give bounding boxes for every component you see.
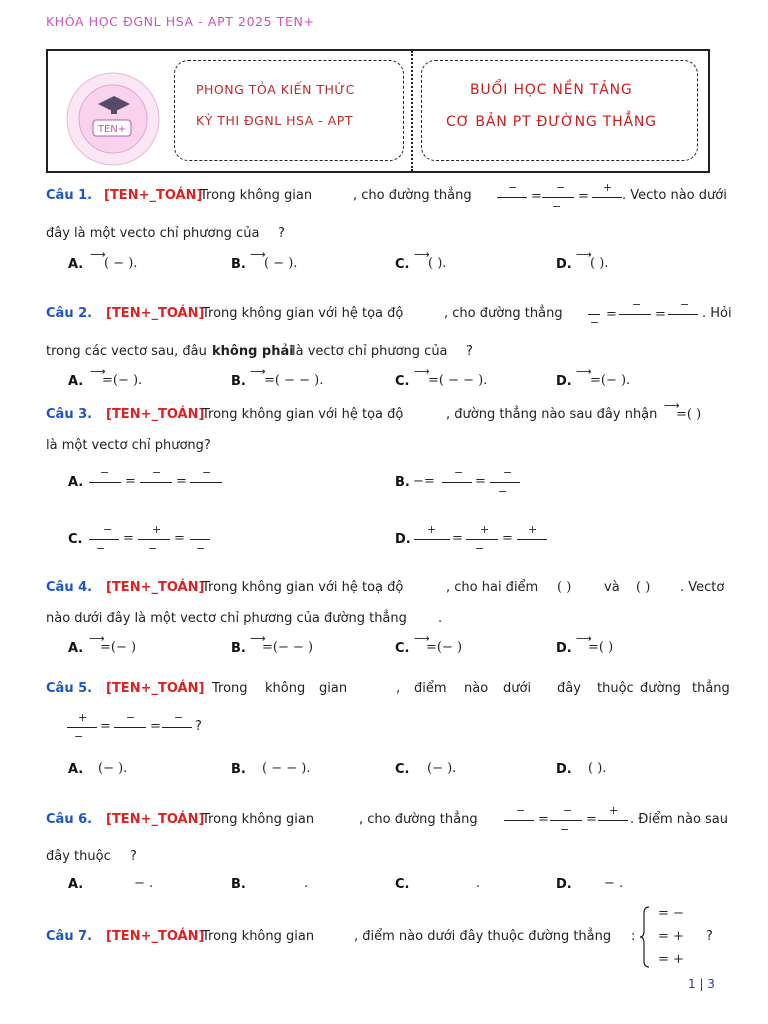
frac-num: − (516, 804, 526, 817)
question-label: Câu 5. (46, 681, 93, 696)
question-mark: ? (706, 929, 713, 944)
vector-arrow-icon: ⟶ (664, 399, 680, 412)
option-b-value[interactable]: =( − − ). (264, 373, 324, 388)
question-label: Câu 4. (46, 580, 93, 595)
page-number: 1 | 3 (688, 977, 715, 991)
frac-bar (598, 820, 628, 821)
course-header: KHÓA HỌC ĐGNL HSA - APT 2025 TEN+ (46, 14, 315, 29)
frac-num: − (508, 181, 518, 194)
option-d-value[interactable]: ( ). (588, 761, 607, 776)
option-b-label[interactable]: B. (231, 641, 246, 656)
frac-bar (550, 820, 582, 821)
option-d-value[interactable]: − . (604, 876, 624, 891)
question-emphasis: không phải (212, 344, 294, 359)
option-a-value[interactable]: ( − ). (104, 256, 138, 271)
vector-arrow-icon: ⟶ (576, 632, 592, 645)
option-b-label[interactable]: B. (231, 374, 246, 389)
question-label: Câu 3. (46, 407, 93, 422)
option-c-value[interactable]: =( − − ). (428, 373, 488, 388)
question-text: trong các vectơ sau, đâu (46, 344, 207, 359)
question-tag: [TEN+_TOÁN] (106, 580, 205, 595)
question-text: Trong không gian với hệ toạ độ (202, 580, 404, 595)
question-mark: ? (466, 344, 473, 359)
question-text: . Vectơ (680, 580, 725, 595)
banner-left-box (174, 60, 404, 161)
option-a-label[interactable]: A. (68, 762, 84, 777)
option-c-label[interactable]: C. (395, 641, 410, 656)
question-tag: [TEN+_TOÁN] (106, 306, 205, 321)
question-text: Trong không gian (202, 929, 315, 944)
option-b-value[interactable]: . (304, 876, 309, 891)
question-text: là vectơ chỉ phương của (292, 344, 448, 359)
option-a-value[interactable]: =(− ). (102, 373, 143, 388)
question-tag: [TEN+_TOÁN] (106, 681, 205, 696)
question-mark: ? (278, 226, 285, 241)
question-word: thuộc (597, 681, 634, 696)
frac-num: − (632, 298, 642, 311)
option-c-value[interactable]: ( ). (428, 256, 447, 271)
option-b-value[interactable]: =(− − ) (262, 640, 314, 655)
banner-right-line2: CƠ BẢN PT ĐƯỜNG THẲNG (446, 114, 657, 130)
option-b-value[interactable]: ( − − ). (262, 761, 311, 776)
frac-bar (504, 820, 534, 821)
option-b-value[interactable]: ( − ). (264, 256, 298, 271)
question-text: , đường thẳng nào sau đây nhận (446, 407, 658, 422)
question-text: . (438, 611, 443, 626)
question-label: Câu 7. (46, 929, 93, 944)
direction-vector: =( ) (676, 407, 702, 422)
option-c-label[interactable]: C. (68, 532, 83, 547)
frac-num: − (563, 804, 573, 817)
option-a-label[interactable]: A. (68, 641, 84, 656)
vector-arrow-icon: ⟶ (89, 632, 105, 645)
option-c-value[interactable]: =(− ) (426, 640, 463, 655)
frac-bar (668, 314, 698, 315)
question-label: Câu 6. (46, 812, 93, 827)
question-text: , cho hai điểm (446, 580, 539, 595)
vector-arrow-icon: ⟶ (414, 632, 430, 645)
option-c-label[interactable]: C. (395, 762, 410, 777)
option-c-value[interactable]: . (476, 876, 481, 891)
eq-sign: = (586, 812, 597, 827)
question-text: , cho đường thẳng (444, 306, 563, 321)
frac-den: − (560, 823, 570, 836)
option-d-label[interactable]: D. (556, 641, 572, 656)
question-text: , cho đường thẳng (359, 812, 478, 827)
option-c-label[interactable]: C. (395, 257, 410, 272)
frac-num: − (556, 181, 566, 194)
question-text: và (604, 580, 620, 595)
question-word: điểm (414, 681, 447, 696)
question-tag: [TEN+_TOÁN] (106, 812, 205, 827)
option-a-value[interactable]: − . (134, 876, 154, 891)
logo-text: TEN+ (97, 124, 127, 135)
question-tag: [TEN+_TOÁN] (106, 929, 205, 944)
question-text: Trong không gian với hệ tọa độ (202, 407, 404, 422)
option-c-label[interactable]: C. (395, 877, 410, 892)
vector-arrow-icon: ⟶ (250, 365, 266, 378)
vector-arrow-icon: ⟶ (250, 632, 266, 645)
question-text: Trong không gian (200, 188, 313, 203)
option-a-label[interactable]: A. (68, 374, 84, 389)
banner-right-box (421, 60, 698, 161)
frac-bar (592, 197, 622, 198)
question-text: , điểm nào dưới đây thuộc đường thẳng (354, 929, 612, 944)
question-word: dưới (503, 681, 532, 696)
vector-arrow-icon: ⟶ (576, 365, 592, 378)
question-text: là một vectơ chỉ phương? (46, 438, 211, 453)
question-mark: ? (130, 849, 137, 864)
frac-den: − (590, 316, 600, 329)
question-word: nào (464, 681, 489, 696)
question-text: . Điểm nào sau (630, 812, 729, 827)
question-mark: ? (195, 719, 202, 734)
point-a: ( ) (557, 580, 572, 595)
option-a-value[interactable]: =(− ) (100, 640, 137, 655)
option-d-label[interactable]: D. (556, 877, 572, 892)
question-text: nào dưới đây là một vectơ chỉ phương của đường thẳng (46, 611, 407, 626)
option-b-label[interactable]: B. (231, 257, 246, 272)
option-d-label[interactable]: D. (395, 532, 411, 547)
eq-sign: = (538, 812, 549, 827)
option-d-label[interactable]: D. (556, 374, 572, 389)
question-tag: [TEN+_TOÁN] (106, 407, 205, 422)
banner-left-line2: KỲ THI ĐGNL HSA - APT (196, 113, 353, 128)
question-text: . Vecto nào dưới (622, 188, 727, 203)
question-word: gian (319, 681, 348, 696)
option-d-label[interactable]: D. (556, 257, 572, 272)
question-label: Câu 2. (46, 306, 93, 321)
eq-sign: = (578, 189, 589, 204)
option-d-value[interactable]: ( ). (590, 256, 609, 271)
option-a-label[interactable]: A. (68, 257, 84, 272)
frac-bar (619, 314, 651, 315)
option-b-label[interactable]: B. (395, 475, 410, 490)
option-b-label[interactable]: B. (231, 877, 246, 892)
system-line-1: = − (658, 906, 684, 921)
system-line-3: = + (658, 952, 684, 967)
frac-num: + (603, 181, 613, 194)
vector-arrow-icon: ⟶ (576, 248, 592, 261)
option-c-label[interactable]: C. (395, 374, 410, 389)
brace-icon (638, 905, 652, 969)
eq-sign: = (606, 307, 617, 322)
option-d-value[interactable]: =( ) (588, 640, 614, 655)
banner-right-line1: BUỔI HỌC NỀN TẢNG (470, 82, 633, 98)
question-text: Trong không gian với hệ tọa độ (202, 306, 404, 321)
question-text: Trong không gian (202, 812, 315, 827)
frac-bar (542, 197, 574, 198)
point-b: ( ) (636, 580, 651, 595)
eq-sign: = (531, 189, 542, 204)
question-word: , (396, 681, 401, 696)
eq-sign: = (655, 307, 666, 322)
question-text: : (631, 929, 636, 944)
frac-num: + (609, 804, 619, 817)
question-word: đây (557, 681, 581, 696)
vector-arrow-icon: ⟶ (90, 248, 106, 261)
frac-den: − (552, 200, 562, 213)
option-d-value[interactable]: =(− ). (590, 373, 631, 388)
vector-arrow-icon: ⟶ (90, 365, 106, 378)
option-a-label[interactable]: A. (68, 475, 84, 490)
vector-arrow-icon: ⟶ (250, 248, 266, 261)
question-text: đây thuộc (46, 849, 111, 864)
question-word: không (265, 681, 306, 696)
banner-left-line1: PHONG TỎA KIẾN THỨC (196, 82, 355, 97)
question-text: . Hỏi (702, 306, 732, 321)
option-a-label[interactable]: A. (68, 877, 84, 892)
frac-num: − (680, 298, 690, 311)
banner-divider (411, 51, 413, 171)
vector-arrow-icon: ⟶ (414, 248, 430, 261)
frac-bar (588, 314, 600, 315)
question-text: đây là một vecto chỉ phương của (46, 226, 260, 241)
question-word: đường (640, 681, 681, 696)
option-d-label[interactable]: D. (556, 762, 572, 777)
vector-arrow-icon: ⟶ (414, 365, 430, 378)
question-label: Câu 1. (46, 188, 93, 203)
question-text: , cho đường thẳng (353, 188, 472, 203)
frac-bar (497, 197, 527, 198)
question-tag: [TEN+_TOÁN] (104, 188, 203, 203)
system-line-2: = + (658, 929, 684, 944)
option-c-value[interactable]: (− ). (427, 761, 457, 776)
question-word: Trong (212, 681, 248, 696)
ten-plus-logo (64, 70, 162, 168)
question-word: thẳng (692, 681, 730, 696)
option-b-label[interactable]: B. (231, 762, 246, 777)
option-a-value[interactable]: (− ). (98, 761, 128, 776)
